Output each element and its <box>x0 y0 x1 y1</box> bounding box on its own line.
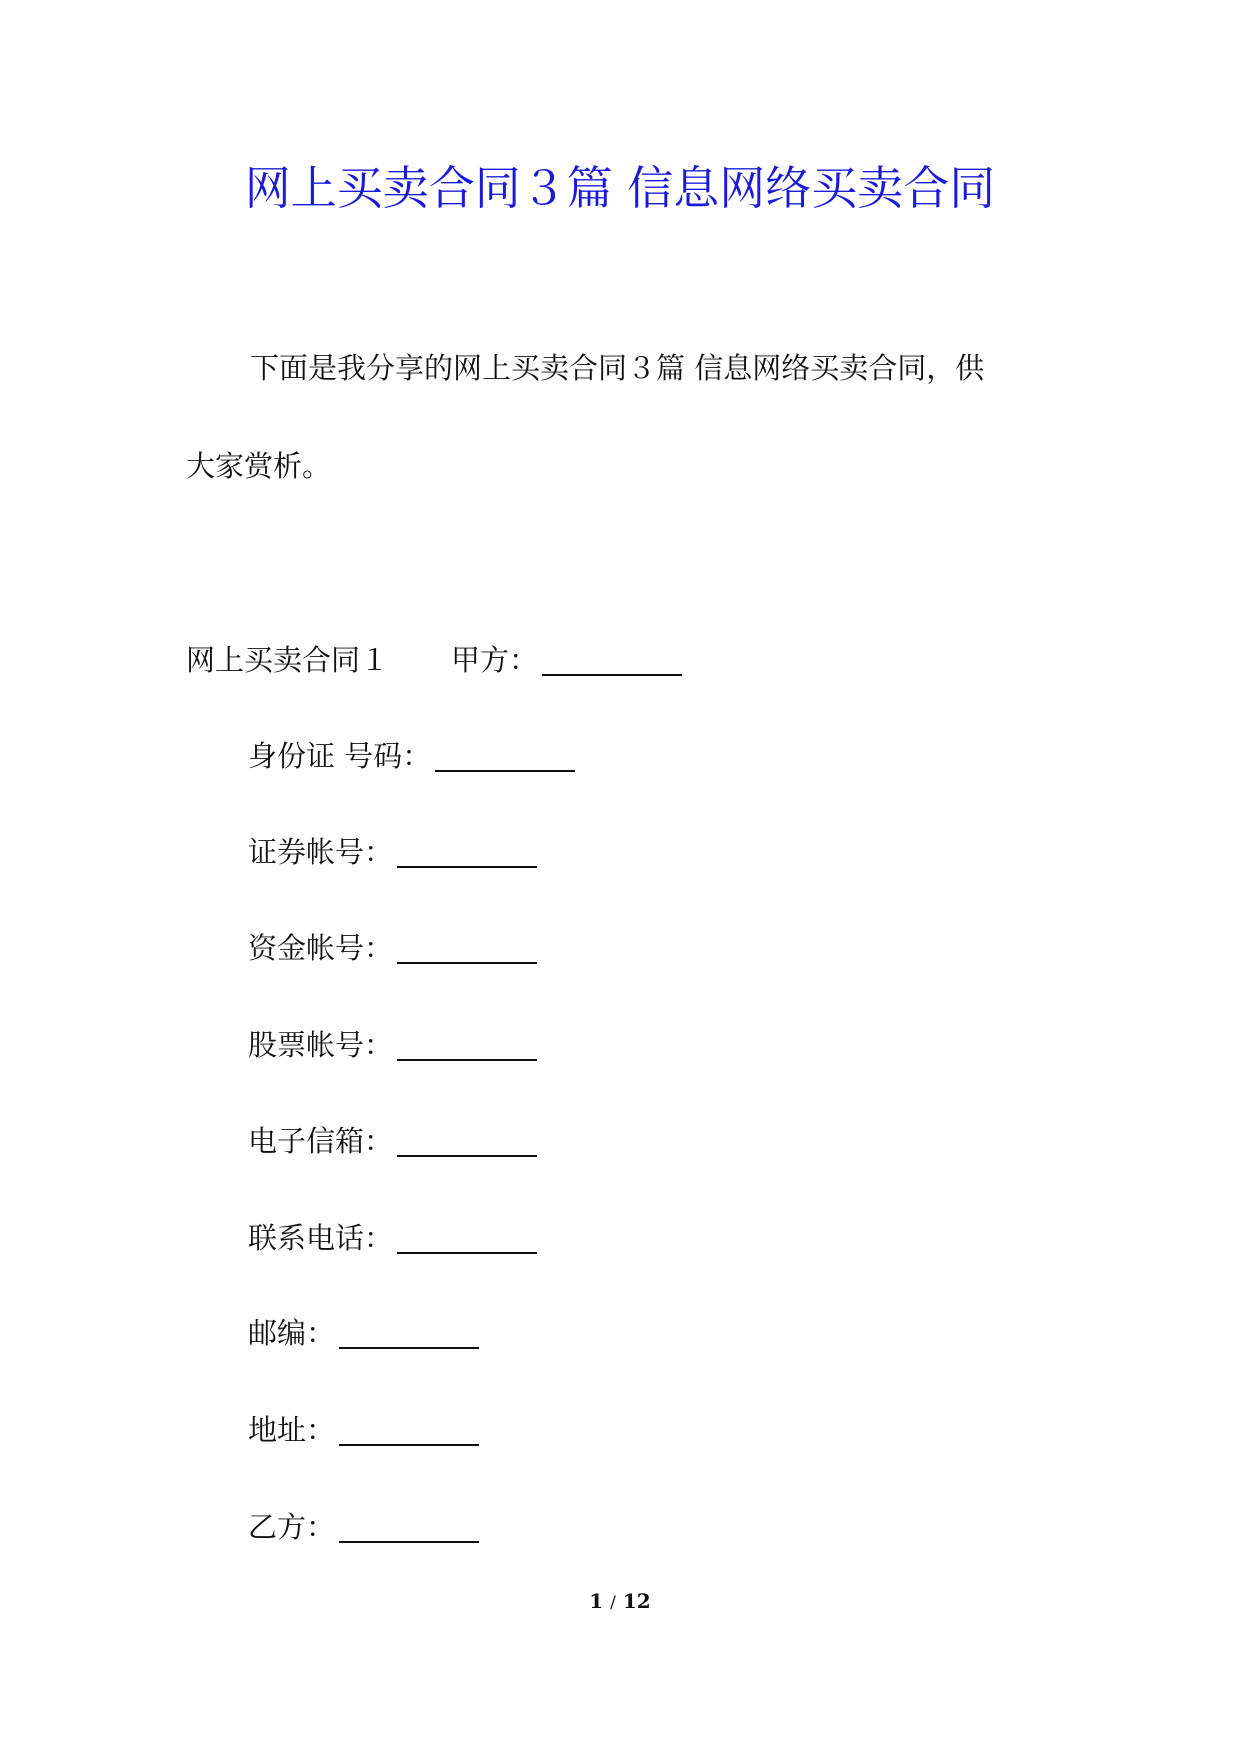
contract-heading: 网上买卖合同１ <box>186 643 390 677</box>
field-blank[interactable] <box>339 1511 479 1543</box>
intro-paragraph-line-2: 大家赏析。 <box>186 449 332 483</box>
total-pages: 12 <box>622 1589 651 1613</box>
field-blank[interactable] <box>397 1029 537 1061</box>
current-page: 1 <box>589 1589 604 1613</box>
field-blank[interactable] <box>339 1317 479 1349</box>
field-blank[interactable] <box>435 740 575 772</box>
field-blank[interactable] <box>339 1414 479 1446</box>
field-row-phone <box>248 1218 537 1258</box>
field-row-email <box>248 1121 537 1161</box>
field-blank[interactable] <box>397 836 537 868</box>
field-row-stock-account <box>248 1025 537 1065</box>
field-label: 联系电话： <box>248 1221 394 1255</box>
field-row-postcode <box>248 1313 479 1353</box>
field-row-fund-account <box>248 928 537 968</box>
field-label: 证券帐号： <box>248 835 394 869</box>
field-label: 地址： <box>248 1413 336 1447</box>
field-row-securities-account <box>248 832 537 872</box>
field-row-party-b <box>248 1507 479 1547</box>
page-number <box>0 1586 1240 1618</box>
field-blank[interactable] <box>397 1222 537 1254</box>
intro-paragraph-line-1: 下面是我分享的网上买卖合同３篇 信息网络买卖合同，供 <box>250 351 985 385</box>
document-title: 网上买卖合同３篇 信息网络买卖合同 <box>244 161 996 215</box>
field-blank[interactable] <box>397 932 537 964</box>
page-separator: / <box>610 1593 616 1613</box>
field-label: 邮编： <box>248 1316 336 1350</box>
field-label: 电子信箱： <box>248 1124 394 1158</box>
contract-heading-row <box>186 640 682 680</box>
party-a-label: 甲方： <box>451 643 539 677</box>
field-label: 资金帐号： <box>248 931 394 965</box>
field-label: 股票帐号： <box>248 1028 394 1062</box>
party-a-blank[interactable] <box>542 644 682 676</box>
field-row-id-number <box>248 736 575 776</box>
field-blank[interactable] <box>397 1125 537 1157</box>
field-label: 身份证 号码： <box>248 739 432 773</box>
field-label: 乙方： <box>248 1510 336 1544</box>
field-row-address <box>248 1410 479 1450</box>
